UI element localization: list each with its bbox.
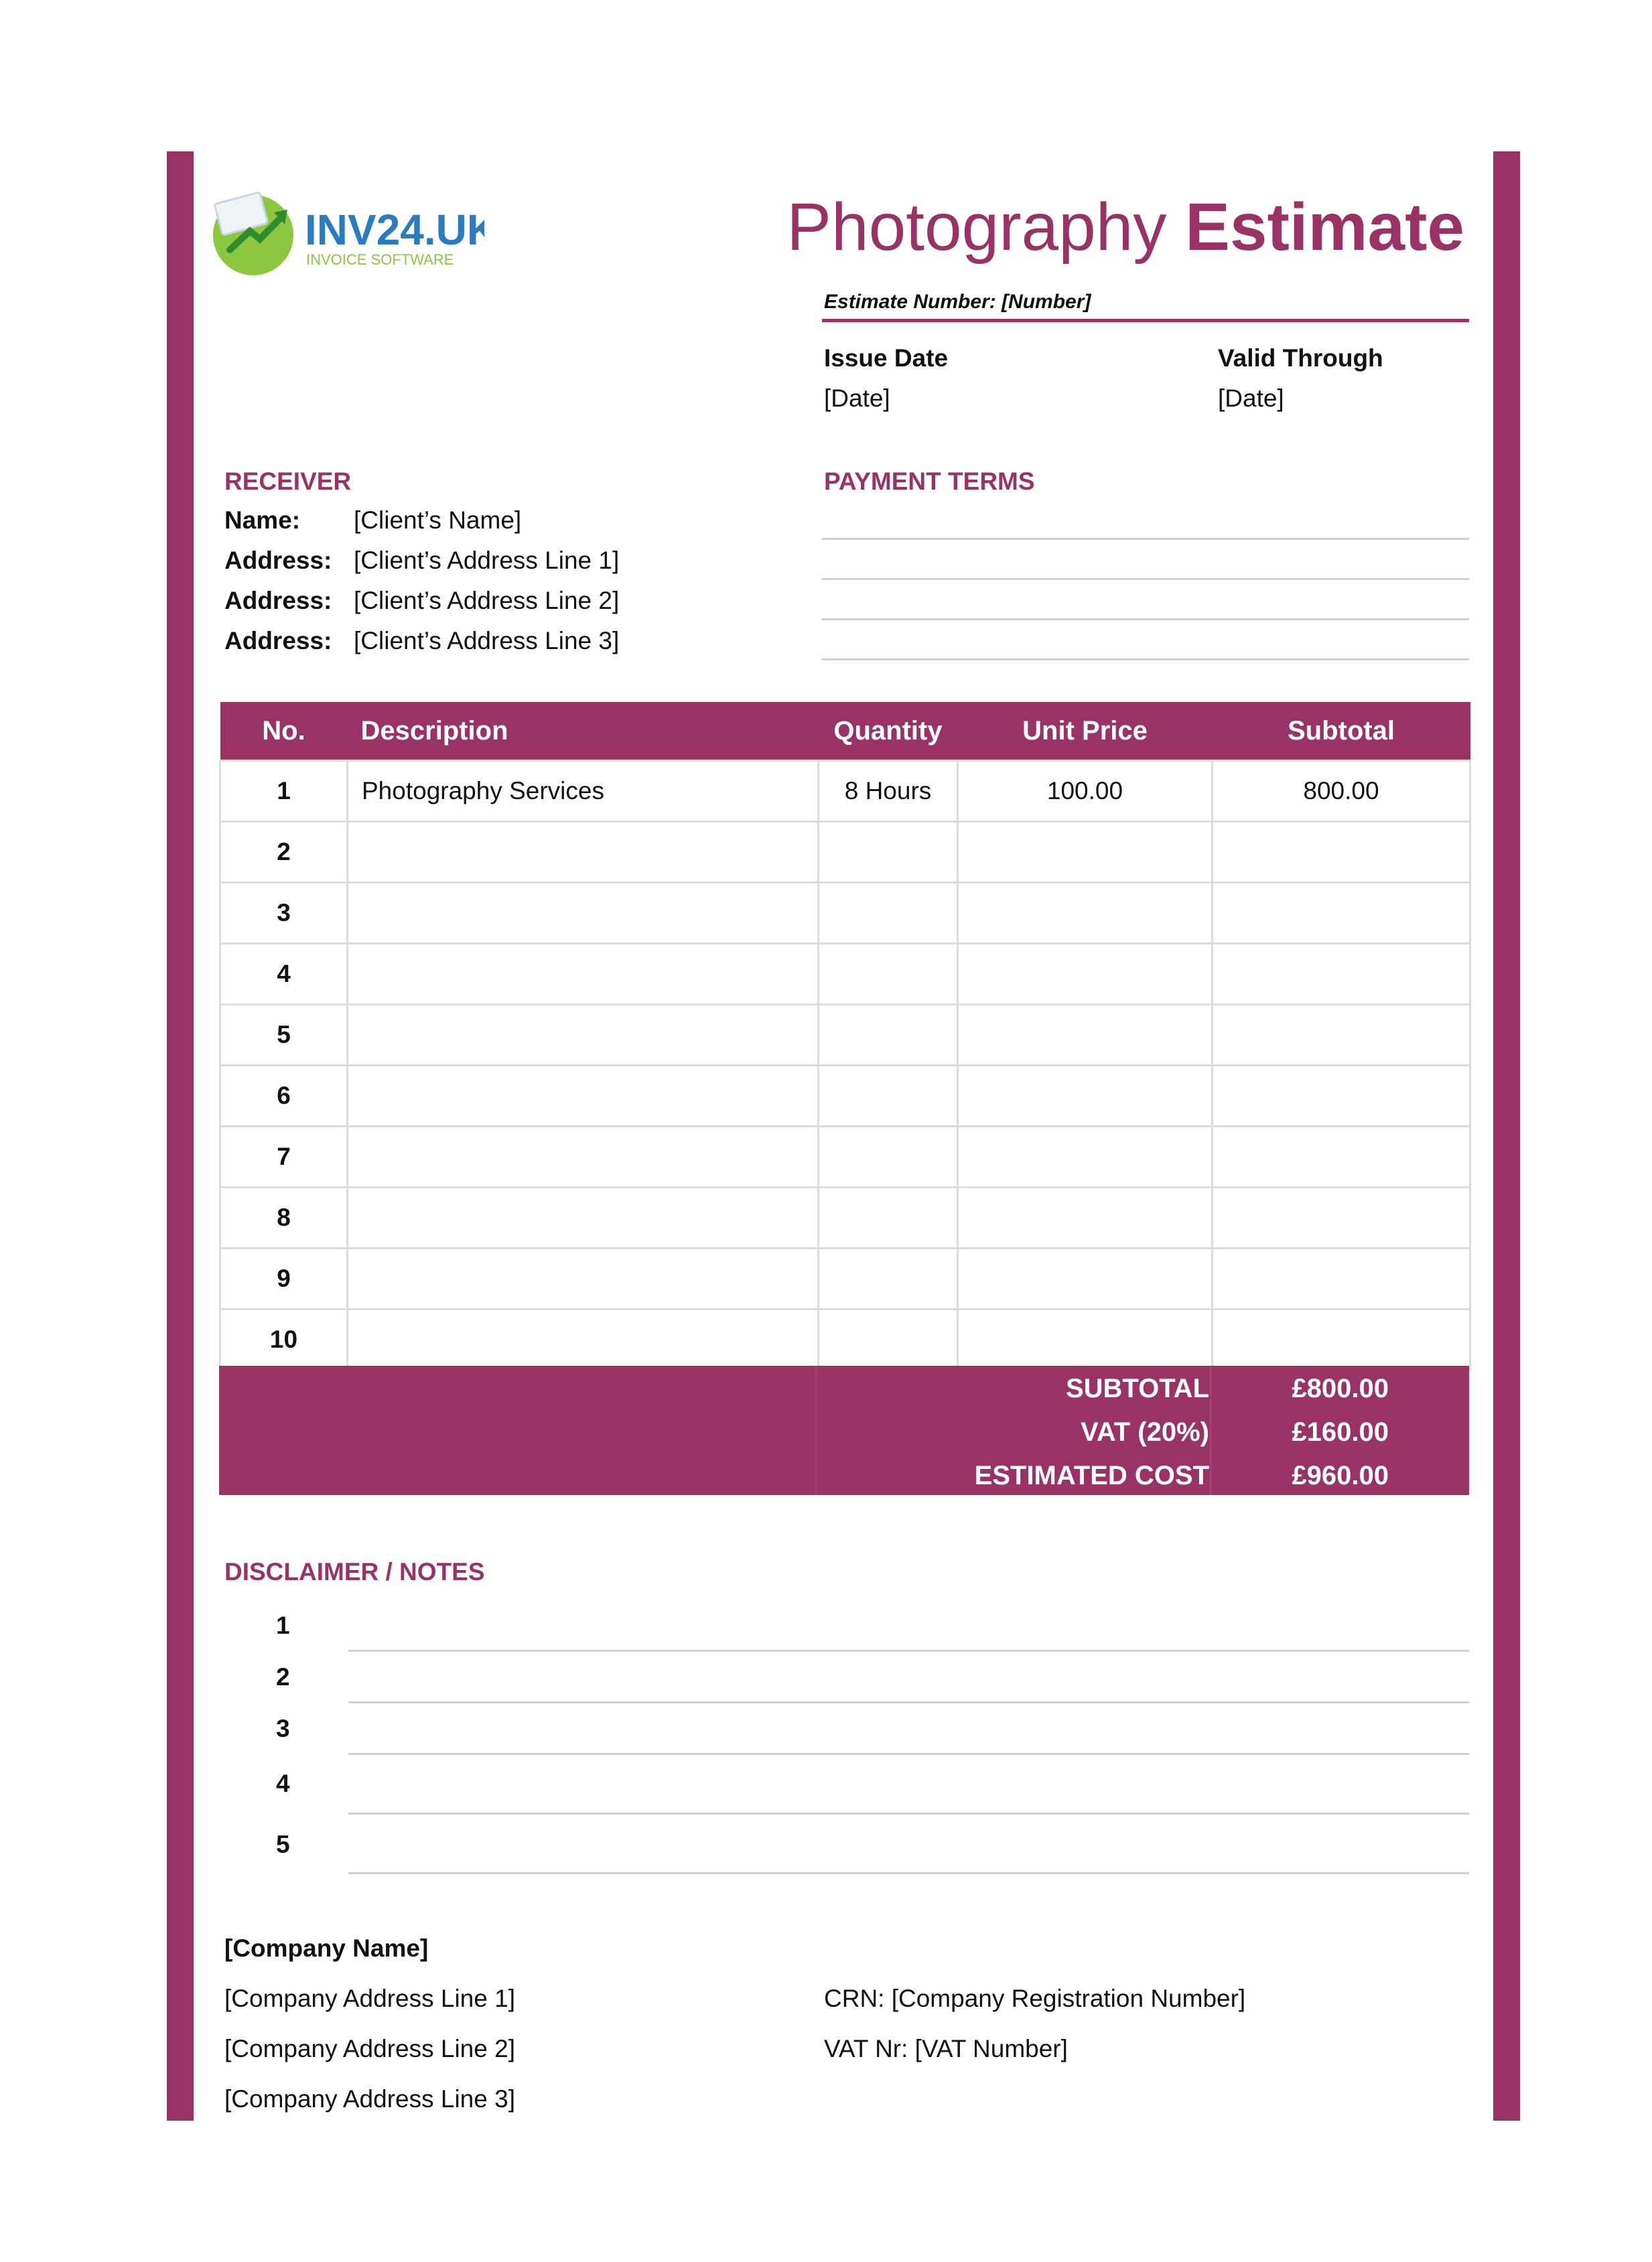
table-row xyxy=(220,944,1470,1005)
cell-no: 8 xyxy=(220,1188,348,1249)
cell-description xyxy=(348,883,819,944)
cell-quantity xyxy=(819,1066,958,1127)
payment-terms-heading: PAYMENT TERMS xyxy=(824,468,1035,495)
estimated-cost-label: ESTIMATED COST xyxy=(974,1461,1209,1490)
table-row xyxy=(220,1310,1470,1370)
cell-unit-price xyxy=(958,1066,1213,1127)
cell-quantity xyxy=(819,1188,958,1249)
payment-terms-line xyxy=(822,538,1469,540)
note-number: 1 xyxy=(276,1612,290,1639)
svg-text:INV24.UK: INV24.UK xyxy=(305,206,484,254)
cell-unit-price xyxy=(958,1310,1213,1370)
company-address-line-1: [Company Address Line 1] xyxy=(224,1985,515,2012)
column-header-quantity: Quantity xyxy=(819,702,958,761)
valid-through-label: Valid Through xyxy=(1218,344,1383,372)
company-registration-number: CRN: [Company Registration Number] xyxy=(824,1985,1246,2012)
cell-description xyxy=(348,1188,819,1249)
company-logo xyxy=(210,190,484,277)
cell-no: 4 xyxy=(220,944,348,1005)
cell-subtotal: 800.00 xyxy=(1213,761,1470,822)
cell-subtotal xyxy=(1213,944,1470,1005)
cell-no: 3 xyxy=(220,883,348,944)
payment-terms-line xyxy=(822,658,1469,660)
valid-through-value: [Date] xyxy=(1218,384,1284,412)
cell-unit-price xyxy=(958,1188,1213,1249)
cell-subtotal xyxy=(1213,1310,1470,1370)
table-row xyxy=(220,1249,1470,1310)
cell-no: 7 xyxy=(220,1127,348,1188)
column-header-no: No. xyxy=(220,702,348,761)
cell-no: 1 xyxy=(220,761,348,822)
receiver-name-label: Name: xyxy=(224,506,301,534)
totals-block xyxy=(219,1366,1469,1495)
cell-description: Photography Services xyxy=(348,761,819,822)
cell-description xyxy=(348,1249,819,1310)
cell-unit-price xyxy=(958,822,1213,883)
cell-subtotal xyxy=(1213,883,1470,944)
table-row xyxy=(220,1127,1470,1188)
table-row xyxy=(220,822,1470,883)
cell-no: 6 xyxy=(220,1066,348,1127)
cell-description xyxy=(348,1066,819,1127)
cell-quantity xyxy=(819,883,958,944)
subtotal-value: £800.00 xyxy=(1292,1374,1389,1403)
cell-subtotal xyxy=(1213,1005,1470,1066)
payment-terms-line xyxy=(822,618,1469,620)
cell-unit-price xyxy=(958,1249,1213,1310)
cell-description xyxy=(348,944,819,1005)
table-row xyxy=(220,1066,1470,1127)
line-items-table xyxy=(219,702,1471,1371)
svg-text:INVOICE SOFTWARE: INVOICE SOFTWARE xyxy=(306,251,454,268)
company-address-line-3: [Company Address Line 3] xyxy=(224,2085,515,2113)
cell-description xyxy=(348,1127,819,1188)
cell-subtotal xyxy=(1213,822,1470,883)
cell-no: 2 xyxy=(220,822,348,883)
cell-quantity xyxy=(819,944,958,1005)
company-address-line-2: [Company Address Line 2] xyxy=(224,2035,515,2062)
totals-divider xyxy=(1210,1366,1211,1495)
cell-description xyxy=(348,1310,819,1370)
cell-no: 9 xyxy=(220,1249,348,1310)
note-number: 4 xyxy=(276,1770,290,1797)
cell-no: 10 xyxy=(220,1310,348,1370)
receiver-name-value: [Client’s Name] xyxy=(354,506,522,534)
cell-subtotal xyxy=(1213,1249,1470,1310)
column-header-subtotal: Subtotal xyxy=(1213,702,1470,761)
receiver-address3-value: [Client’s Address Line 3] xyxy=(354,627,620,654)
column-header-unit-price: Unit Price xyxy=(958,702,1213,761)
cell-quantity xyxy=(819,1249,958,1310)
cell-unit-price: 100.00 xyxy=(958,761,1213,822)
issue-date-label: Issue Date xyxy=(824,344,949,372)
note-number: 3 xyxy=(276,1715,290,1742)
note-line xyxy=(348,1701,1469,1703)
table-header-row xyxy=(220,702,1470,761)
estimate-number: Estimate Number: [Number] xyxy=(824,291,1091,313)
logo-mark-icon xyxy=(210,190,484,277)
cell-subtotal xyxy=(1213,1188,1470,1249)
cell-quantity xyxy=(819,822,958,883)
document-title: Photography Estimate xyxy=(786,190,1464,265)
estimate-number-underline xyxy=(822,319,1469,322)
cell-unit-price xyxy=(958,883,1213,944)
receiver-address1-value: [Client’s Address Line 1] xyxy=(354,547,620,574)
left-border-bar xyxy=(167,151,194,2121)
note-line xyxy=(348,1872,1469,1874)
cell-description xyxy=(348,822,819,883)
cell-unit-price xyxy=(958,1127,1213,1188)
note-line xyxy=(348,1753,1469,1755)
subtotal-label: SUBTOTAL xyxy=(1065,1374,1209,1403)
note-number: 5 xyxy=(276,1831,290,1858)
table-row xyxy=(220,1005,1470,1066)
issue-date-value: [Date] xyxy=(824,384,890,412)
note-line xyxy=(348,1650,1469,1652)
cell-subtotal xyxy=(1213,1127,1470,1188)
cell-quantity xyxy=(819,1310,958,1370)
receiver-address2-value: [Client’s Address Line 2] xyxy=(354,587,620,614)
cell-quantity: 8 Hours xyxy=(819,761,958,822)
receiver-heading: RECEIVER xyxy=(224,468,352,495)
table-row xyxy=(220,1188,1470,1249)
cell-subtotal xyxy=(1213,1066,1470,1127)
right-border-bar xyxy=(1493,151,1520,2121)
cell-description xyxy=(348,1005,819,1066)
column-header-description: Description xyxy=(348,702,819,761)
receiver-address2-label: Address: xyxy=(224,587,332,614)
notes-heading: DISCLAIMER / NOTES xyxy=(224,1558,485,1585)
cell-quantity xyxy=(819,1127,958,1188)
cell-quantity xyxy=(819,1005,958,1066)
estimated-cost-value: £960.00 xyxy=(1292,1461,1389,1490)
cell-unit-price xyxy=(958,1005,1213,1066)
note-line xyxy=(348,1813,1469,1815)
table-row xyxy=(220,761,1470,822)
vat-value: £160.00 xyxy=(1292,1417,1389,1447)
table-row xyxy=(220,883,1470,944)
cell-no: 5 xyxy=(220,1005,348,1066)
payment-terms-line xyxy=(822,578,1469,580)
cell-unit-price xyxy=(958,944,1213,1005)
vat-label: VAT (20%) xyxy=(1081,1417,1209,1447)
company-name: [Company Name] xyxy=(224,1934,429,1962)
company-vat-number: VAT Nr: [VAT Number] xyxy=(824,2035,1068,2062)
receiver-address3-label: Address: xyxy=(224,627,332,654)
receiver-address1-label: Address: xyxy=(224,547,332,574)
note-number: 2 xyxy=(276,1663,290,1691)
totals-divider xyxy=(815,1366,817,1495)
